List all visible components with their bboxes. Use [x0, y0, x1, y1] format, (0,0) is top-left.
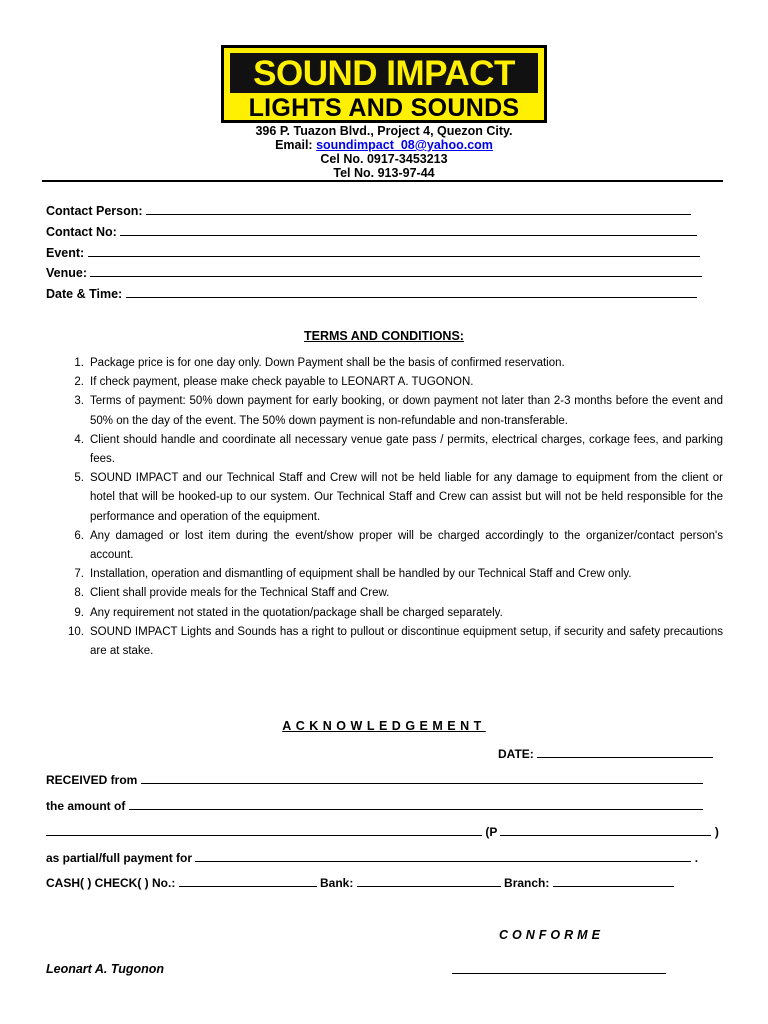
payment-method-row[interactable]: [46, 876, 674, 890]
bank-line[interactable]: [357, 876, 501, 887]
received-from-line[interactable]: [141, 773, 703, 784]
payment-for-line[interactable]: [195, 851, 691, 862]
payment-for-end: .: [694, 851, 699, 865]
check-no-line[interactable]: [179, 876, 317, 887]
peso-close: ): [714, 825, 719, 839]
payment-for-field[interactable]: [46, 851, 698, 865]
peso-open: (P: [485, 825, 498, 839]
terms-item-number: 5.: [74, 472, 84, 485]
terms-item-number: 8.: [74, 587, 84, 600]
terms-item-text: Any damaged or lost item during the event/show proper will be charged accordingly to the organizer/contact person's account.: [90, 529, 723, 562]
terms-item: [60, 354, 723, 373]
date-field[interactable]: [498, 747, 713, 761]
amount-line[interactable]: [129, 799, 703, 810]
terms-item-text: Client shall provide meals for the Technical Staff and Crew.: [90, 587, 390, 600]
terms-item: [60, 623, 723, 661]
amount-field[interactable]: [46, 799, 703, 813]
terms-item-number: 7.: [74, 568, 84, 581]
contact-no-line[interactable]: [120, 225, 697, 236]
branch-line[interactable]: [553, 876, 674, 887]
terms-item-text: Package price is for one day only. Down Payment shall be the basis of confirmed reservation.: [90, 357, 565, 369]
venue-field[interactable]: [46, 266, 702, 280]
terms-item: [60, 604, 723, 623]
terms-item-text: SOUND IMPACT and our Technical Staff and Crew will not be held liable for any damage to equipment from the client or hotel that will be hooked-up to our system. Our Technical Staff and Crew can assist but will not be held responsible for the performance and operation of the equipment.: [90, 472, 723, 523]
terms-item: [60, 392, 723, 430]
amount-label: the amount of: [46, 799, 126, 813]
terms-list: [60, 354, 723, 661]
terms-item-number: 2.: [74, 376, 84, 389]
terms-item-number: 9.: [74, 606, 84, 619]
signature-line[interactable]: [452, 973, 666, 974]
event-line[interactable]: [88, 246, 700, 257]
contact-person-label: Contact Person:: [46, 204, 143, 218]
company-logo: [221, 45, 547, 123]
bank-label: Bank:: [320, 876, 354, 890]
terms-item: [60, 431, 723, 469]
date-time-line[interactable]: [126, 287, 697, 298]
date-time-field[interactable]: [46, 287, 697, 301]
terms-item-text: Client should handle and coordinate all necessary venue gate pass / permits, electrical charges, corkage fees, and parking fees.: [90, 433, 723, 466]
email-row: [0, 138, 768, 152]
event-label: Event:: [46, 246, 85, 260]
contact-person-field[interactable]: [46, 204, 691, 218]
email-link[interactable]: soundimpact_08@yahoo.com: [316, 138, 493, 152]
tel-number: Tel No. 913-97-44: [333, 166, 435, 180]
terms-heading: TERMS AND CONDITIONS:: [304, 329, 464, 343]
terms-item-number: 3.: [74, 395, 84, 408]
terms-item: [60, 373, 723, 392]
event-field[interactable]: [46, 246, 700, 260]
header-divider: [42, 180, 723, 182]
terms-item-number: 6.: [74, 529, 84, 542]
terms-item-number: 1.: [74, 357, 84, 369]
peso-amount-line[interactable]: [500, 825, 711, 836]
acknowledgement-title: ACKNOWLEDGEMENT: [282, 719, 486, 733]
email-label: Email:: [275, 138, 313, 152]
terms-item: [60, 527, 723, 565]
terms-item-text: Any requirement not stated in the quotation/package shall be charged separately.: [90, 606, 503, 619]
logo-tagline: LIGHTS AND SOUNDS: [248, 94, 520, 122]
venue-label: Venue:: [46, 266, 87, 280]
terms-item-text: Installation, operation and dismantling of equipment shall be handled by our Technical Staff and Crew only.: [90, 568, 632, 581]
terms-item-number: 10.: [68, 625, 84, 638]
company-address: 396 P. Tuazon Blvd., Project 4, Quezon City.: [255, 124, 513, 138]
terms-item-text: If check payment, please make check payable to LEONART A. TUGONON.: [90, 376, 474, 389]
terms-item: [60, 565, 723, 584]
contact-person-line[interactable]: [146, 204, 691, 215]
date-line[interactable]: [537, 747, 713, 758]
cash-check-label: CASH( ) CHECK( ) No.:: [46, 876, 176, 890]
venue-line[interactable]: [90, 266, 702, 277]
terms-item: [60, 469, 723, 527]
terms-item-number: 4.: [74, 433, 84, 446]
conforme-label: CONFORME: [499, 928, 604, 942]
terms-item: [60, 584, 723, 603]
payment-for-label: as partial/full payment for: [46, 851, 193, 865]
branch-label: Branch:: [504, 876, 550, 890]
date-time-label: Date & Time:: [46, 287, 123, 301]
terms-item-text: Terms of payment: 50% down payment for early booking, or down payment not later than 2-3 months before the event and 50% on the day of the event. The 50% down payment is non-refundable and non-transferable.: [90, 395, 723, 427]
logo-brand-text: SOUND IMPACT: [253, 54, 515, 93]
amount-words-field[interactable]: [46, 825, 719, 839]
received-from-label: RECEIVED from: [46, 773, 138, 787]
cel-number: Cel No. 0917-3453213: [320, 152, 448, 166]
signer-name: Leonart A. Tugonon: [46, 962, 165, 976]
contact-no-field[interactable]: [46, 225, 697, 239]
amount-words-line[interactable]: [46, 825, 482, 836]
contact-no-label: Contact No:: [46, 225, 117, 239]
terms-item-text: SOUND IMPACT Lights and Sounds has a right to pullout or discontinue equipment setup, if security and safety precautions are at stake.: [90, 625, 723, 658]
logo-top-band: [230, 53, 538, 93]
date-label: DATE:: [498, 747, 534, 761]
received-from-field[interactable]: [46, 773, 703, 787]
